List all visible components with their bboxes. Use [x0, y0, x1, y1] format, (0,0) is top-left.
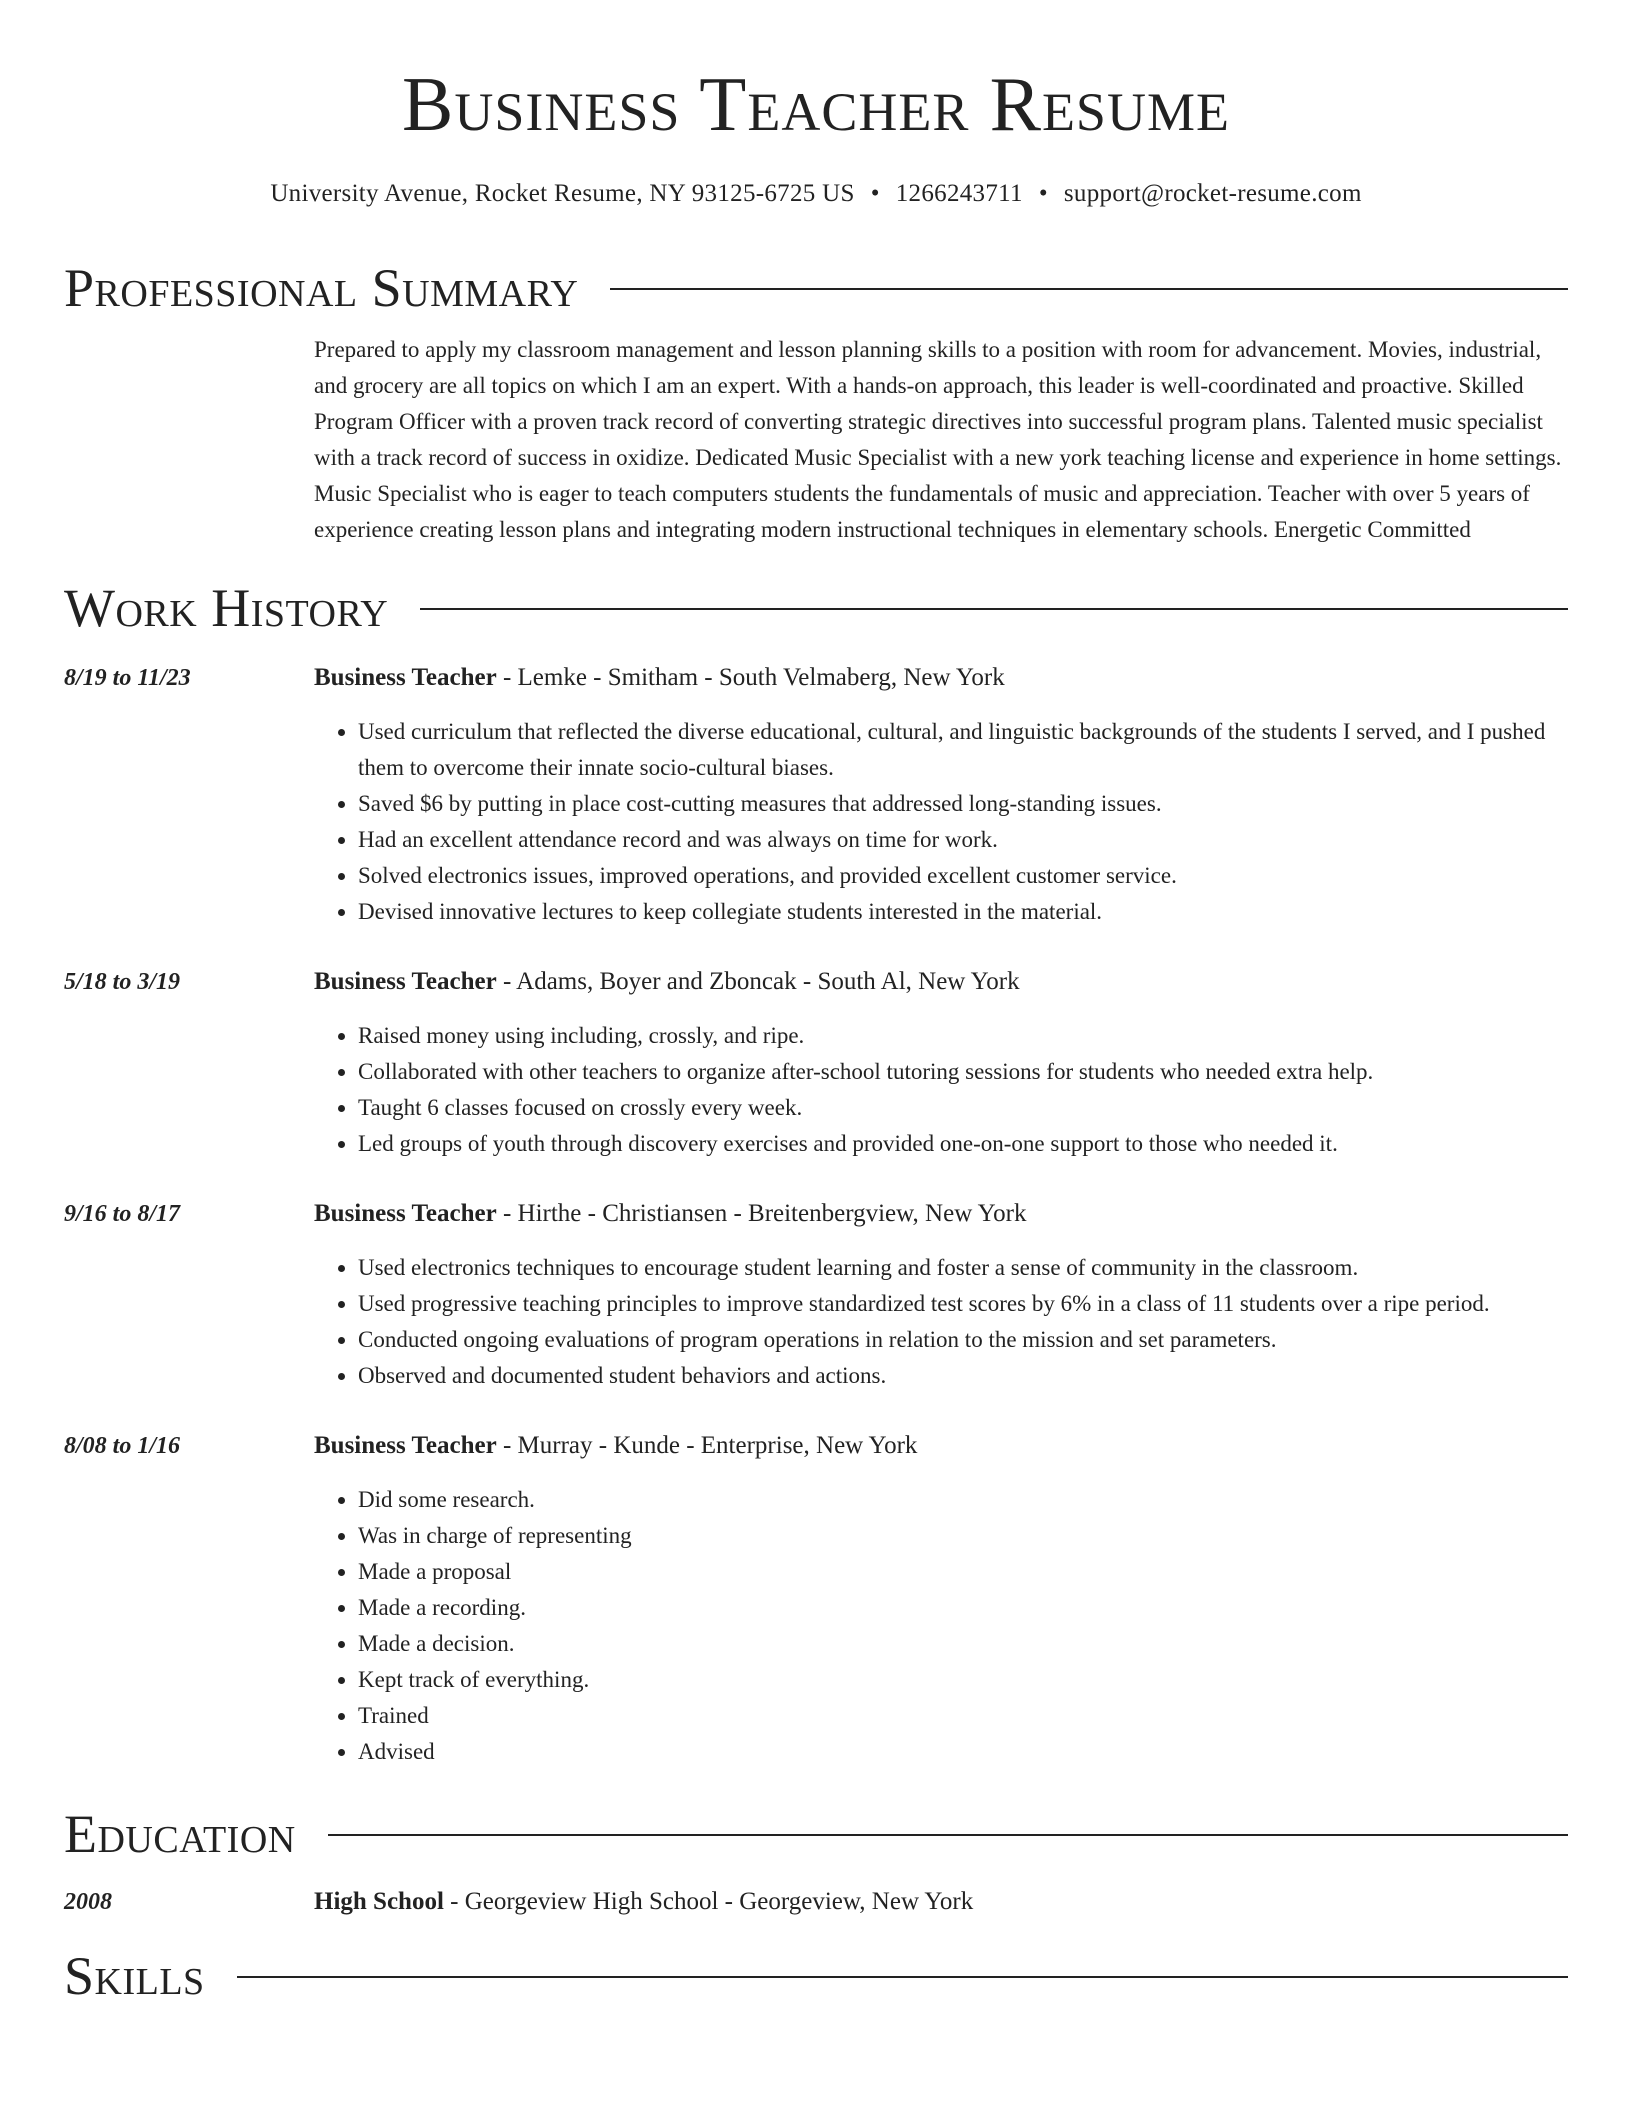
job-title-line: [314, 964, 1020, 1000]
education-section-heading: [64, 1802, 1568, 1866]
work-heading: Work History: [64, 578, 389, 638]
job-bullet: • Made a decision.: [358, 1626, 1568, 1662]
job-dates: 5/18 to 3/19: [64, 969, 181, 995]
work-section-heading: [64, 576, 1568, 640]
job-details: - Lemke - Smitham - South Velmaberg, New York: [496, 664, 1005, 691]
education-heading: Education: [64, 1804, 296, 1864]
job-bullet: • Used electronics techniques to encourage student learning and foster a sense of community in the classroom.: [358, 1250, 1568, 1286]
job-bullet: • Did some research.: [358, 1482, 1568, 1518]
job-bullet: • Was in charge of representing: [358, 1518, 1568, 1554]
contact-line: [64, 176, 1568, 212]
contact-phone: 1266243711: [895, 180, 1023, 207]
job-bullet: • Conducted ongoing evaluations of program operations in relation to the mission and set parameters.: [358, 1322, 1568, 1358]
job-bullet: • Used progressive teaching principles to improve standardized test scores by 6% in a class of 11 students over a ripe period.: [358, 1286, 1568, 1322]
job-entry: [64, 1428, 1568, 1770]
job-entry: [64, 1196, 1568, 1394]
job-dates: 8/19 to 11/23: [64, 665, 191, 691]
job-title: Business Teacher: [314, 664, 497, 691]
job-title: Business Teacher: [314, 1200, 497, 1227]
job-bullet: • Saved $6 by putting in place cost-cutting measures that addressed long-standing issues.: [358, 786, 1568, 822]
education-year: 2008: [64, 1889, 112, 1915]
job-bullet: • Advised: [358, 1734, 1568, 1770]
job-bullet: • Taught 6 classes focused on crossly every week.: [358, 1090, 1568, 1126]
summary-section-heading: [64, 256, 1568, 320]
skills-section-heading: [64, 1944, 1568, 2008]
job-dates: 8/08 to 1/16: [64, 1433, 181, 1459]
job-title: Business Teacher: [314, 1432, 497, 1459]
job-bullet: • Solved electronics issues, improved operations, and provided excellent customer service.: [358, 858, 1568, 894]
job-bullet: • Led groups of youth through discovery exercises and provided one-on-one support to those who needed it.: [358, 1126, 1568, 1162]
education-line: [314, 1884, 973, 1920]
section-divider: [328, 1834, 1568, 1836]
contact-email: support@rocket-resume.com: [1063, 180, 1362, 207]
job-entry: [64, 964, 1568, 1162]
contact-address: University Avenue, Rocket Resume, NY 93125-6725 US: [270, 180, 855, 207]
job-bullets: [314, 714, 1568, 930]
education-entry: [64, 1884, 1568, 1920]
job-title-line: [314, 1196, 1026, 1232]
job-bullet: • Kept track of everything.: [358, 1662, 1568, 1698]
job-details: - Hirthe - Christiansen - Breitenbergview, New York: [496, 1200, 1027, 1227]
job-bullets: [314, 1482, 1568, 1770]
job-bullet: • Collaborated with other teachers to organize after-school tutoring sessions for students who needed extra help.: [358, 1054, 1568, 1090]
skills-heading: Skills: [64, 1946, 205, 2006]
section-divider: [237, 1976, 1568, 1978]
contact-separator: •: [1038, 180, 1048, 207]
job-bullet: • Raised money using including, crossly, and ripe.: [358, 1018, 1568, 1054]
summary-text: Prepared to apply my classroom management and lesson planning skills to a position with room for advancement. Movies, industrial, and grocery are all topics on which I am an expert. With a hands-on approach, this leader is well-coordinated and proactive. Skilled Program Officer with a proven track record of converting strategic directives into successful program plans. Talented music specialist with a track record of success in oxidize. Dedicated Music Specialist with a new york teaching license and experience in home settings. Music Specialist who is eager to teach computers students the fundamentals of music and appreciation. Teacher with over 5 years of experience creating lesson plans and integrating modern instructional techniques in elementary schools. Energetic Committed: [314, 337, 1562, 542]
job-bullets: [314, 1018, 1568, 1162]
job-bullet: • Had an excellent attendance record and was always on time for work.: [358, 822, 1568, 858]
job-details: - Adams, Boyer and Zboncak - South Al, New York: [496, 968, 1020, 995]
summary-heading: Professional Summary: [64, 258, 579, 318]
job-bullet: • Trained: [358, 1698, 1568, 1734]
job-bullet: • Made a recording.: [358, 1590, 1568, 1626]
job-details: - Murray - Kunde - Enterprise, New York: [496, 1432, 918, 1459]
section-divider: [610, 288, 1568, 290]
education-degree: High School: [314, 1888, 444, 1915]
job-title: Business Teacher: [314, 968, 497, 995]
job-title-line: [314, 1428, 917, 1464]
education-details: - Georgeview High School - Georgeview, New York: [443, 1888, 974, 1915]
job-bullet: • Made a proposal: [358, 1554, 1568, 1590]
job-bullet: • Devised innovative lectures to keep collegiate students interested in the material.: [358, 894, 1568, 930]
job-dates: 9/16 to 8/17: [64, 1201, 181, 1227]
resume-title: Business Teacher Resume: [402, 61, 1230, 147]
job-bullets: [314, 1250, 1568, 1394]
job-entry: [64, 660, 1568, 930]
contact-separator: •: [870, 180, 880, 207]
job-bullet: • Observed and documented student behaviors and actions.: [358, 1358, 1568, 1394]
section-divider: [420, 608, 1568, 610]
job-bullet: • Used curriculum that reflected the diverse educational, cultural, and linguistic backgrounds of the students I served, and I pushed them to overcome their innate socio-cultural biases.: [358, 714, 1568, 786]
job-title-line: [314, 660, 1005, 696]
